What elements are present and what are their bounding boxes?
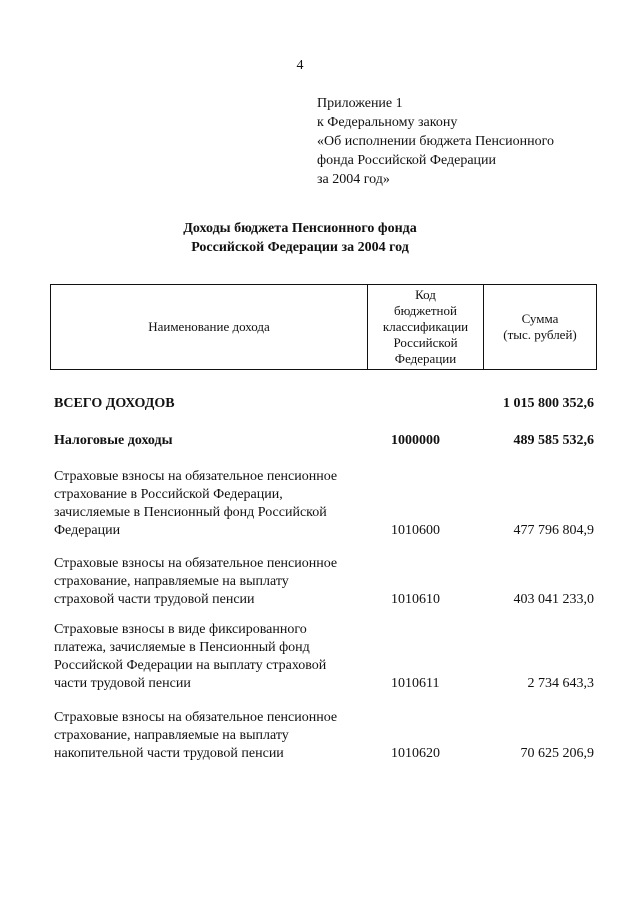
table-header [50, 284, 597, 370]
row-label-line: страхование, направляемые на выплату [54, 574, 289, 589]
row-label-line: зачисляемые в Пенсионный фонд Российской [54, 505, 327, 520]
row-label-line: Страховые взносы на обязательное пенсионное [54, 469, 338, 484]
row-label [54, 709, 364, 763]
table-row [54, 709, 594, 763]
header-income-name [51, 285, 368, 369]
header-amount [484, 285, 596, 369]
row-code: 1000000 [391, 433, 440, 448]
row-code: 1010620 [391, 746, 440, 761]
row-label [54, 621, 364, 693]
row-code: 1010600 [391, 523, 440, 538]
header-code-line: Код [415, 287, 436, 302]
header-code-line: Федерации [394, 351, 457, 366]
row-amount: 70 625 206,9 [520, 746, 594, 761]
row-amount: 1 015 800 352,6 [503, 396, 594, 411]
table-row [54, 468, 594, 540]
title-line: Доходы бюджета Пенсионного фонда [183, 221, 417, 236]
row-label-line: Страховые взносы в виде фиксированного [54, 622, 307, 637]
header-code-line: Российской [393, 335, 458, 350]
row-amount: 477 796 804,9 [513, 523, 594, 538]
row-label [54, 555, 364, 609]
appendix-line: Приложение 1 [317, 96, 403, 111]
row-label-line: накопительной части трудовой пенсии [54, 746, 284, 761]
row-label: Налоговые доходы [54, 433, 173, 448]
table-row [54, 555, 594, 609]
row-code: 1010611 [391, 676, 440, 691]
row-label-line: Страховые взносы на обязательное пенсионное [54, 710, 338, 725]
appendix-reference [317, 94, 554, 189]
appendix-line: фонда Российской Федерации [317, 153, 497, 168]
row-amount: 489 585 532,6 [513, 433, 594, 448]
title-line: Российской Федерации за 2004 год [191, 240, 409, 255]
row-amount: 2 734 643,3 [527, 676, 594, 691]
row-label-line: страховой части трудовой пенсии [54, 592, 255, 607]
table-row [54, 621, 594, 693]
row-label-line: части трудовой пенсии [54, 676, 191, 691]
row-amount: 403 041 233,0 [513, 592, 594, 607]
header-code-line: бюджетной [394, 303, 457, 318]
row-label-line: Российской Федерации на выплату страховой [54, 658, 327, 673]
appendix-line: «Об исполнении бюджета Пенсионного [317, 134, 555, 149]
appendix-line: за 2004 год» [317, 172, 390, 187]
row-label-line: платежа, зачисляемые в Пенсионный фонд [54, 640, 310, 655]
header-amount-line: Сумма [521, 311, 559, 326]
row-label-line: Страховые взносы на обязательное пенсионное [54, 556, 338, 571]
row-label-line: страхование в Российской Федерации, [54, 487, 283, 502]
row-code: 1010610 [391, 592, 440, 607]
header-amount-line: (тыс. рублей) [503, 327, 577, 342]
table-row-total [54, 395, 594, 413]
row-label-line: страхование, направляемые на выплату [54, 728, 289, 743]
row-label: ВСЕГО ДОХОДОВ [54, 396, 175, 411]
appendix-line: к Федеральному закону [317, 115, 458, 130]
header-budget-code [368, 285, 484, 369]
header-income-name-label: Наименование дохода [148, 319, 270, 334]
row-label [54, 468, 364, 540]
page-number: 4 [296, 58, 304, 73]
table-row-tax-income [54, 432, 594, 450]
row-label-line: Федерации [54, 523, 121, 538]
header-code-line: классификации [382, 319, 469, 334]
document-title [100, 219, 500, 257]
